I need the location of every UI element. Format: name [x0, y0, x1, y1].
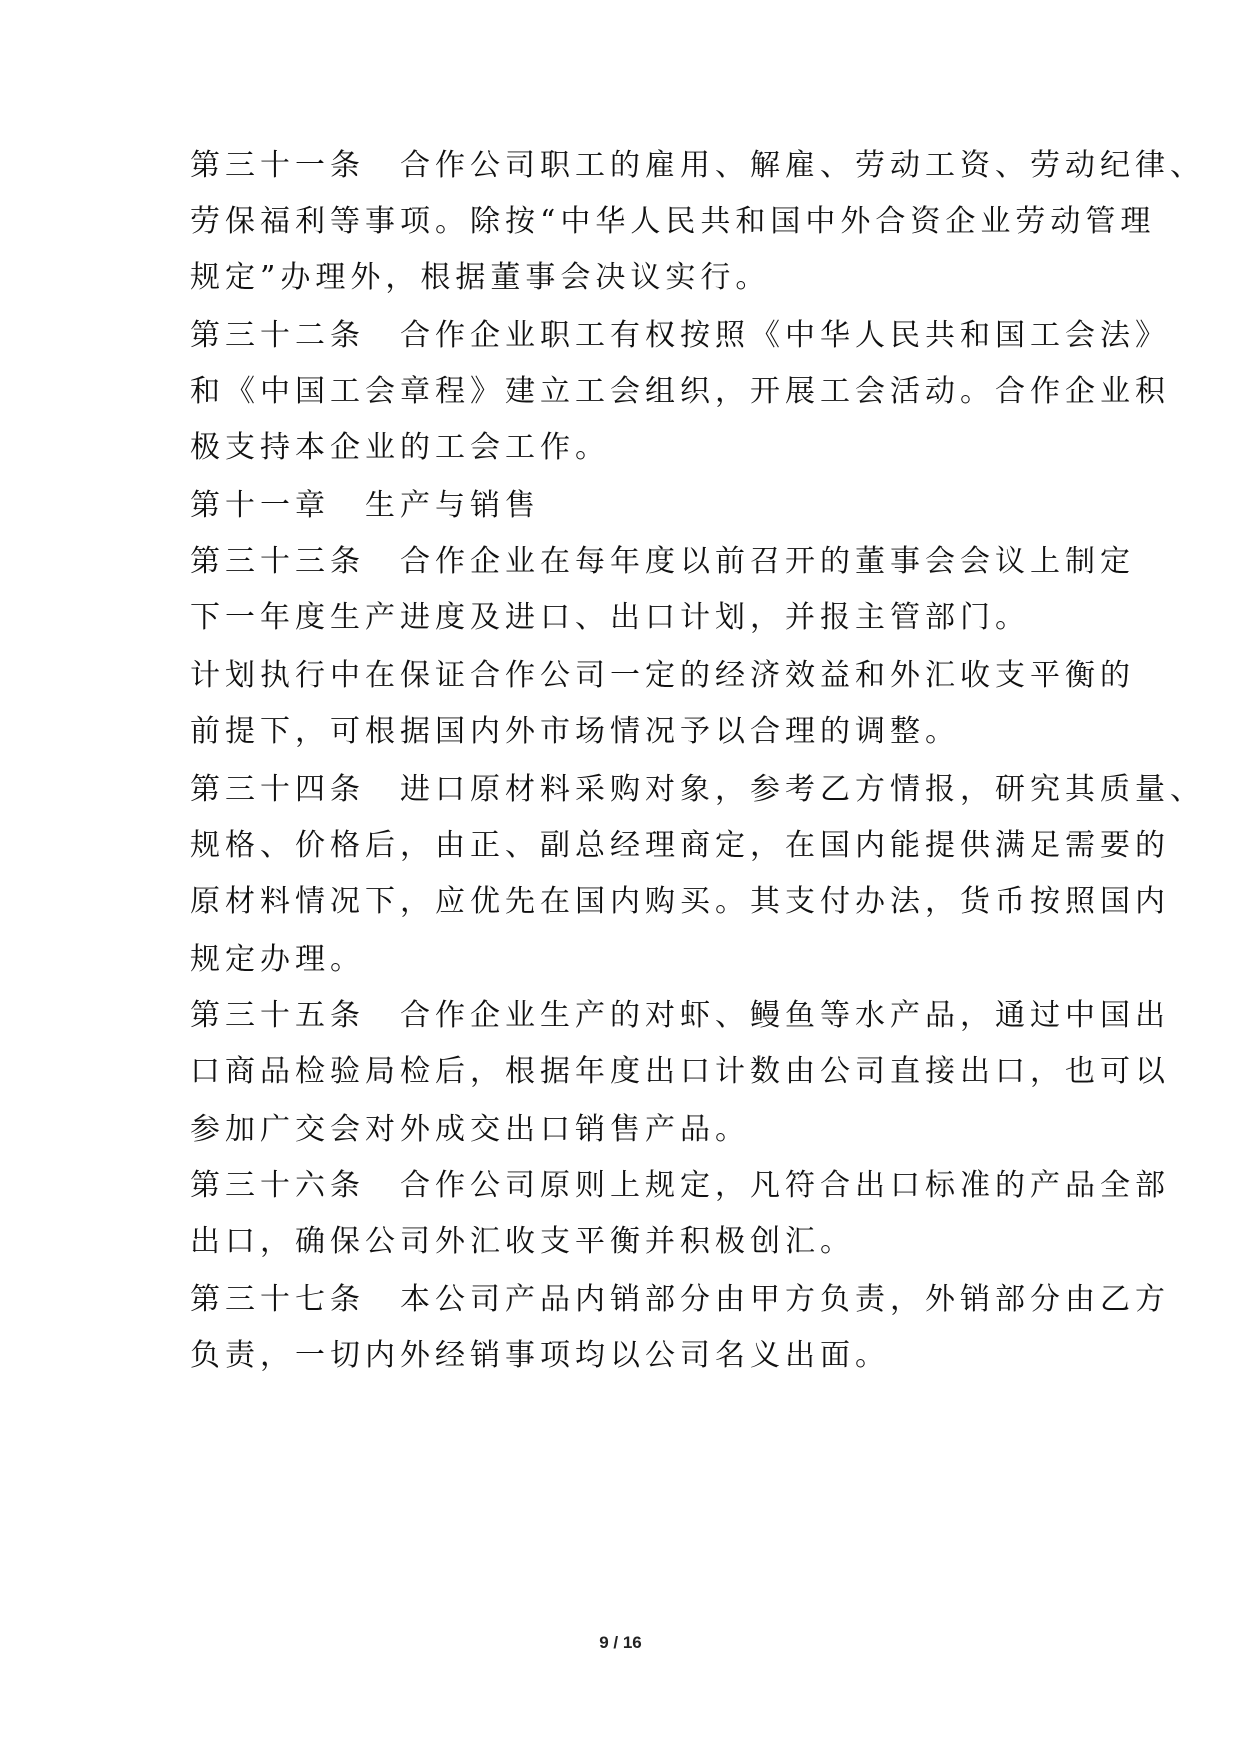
text-line: 第三十二条 合作企业职工有权按照《中华人民共和国工会法》: [190, 318, 1170, 353]
text-line: 规定办理。: [190, 942, 365, 977]
text-line: 出口，确保公司外汇收支平衡并积极创汇。: [190, 1224, 855, 1259]
text-line: 计划执行中在保证合作公司一定的经济效益和外汇收支平衡的: [190, 658, 1135, 693]
text-line: 规格、价格后，由正、副总经理商定，在国内能提供满足需要的: [190, 828, 1170, 863]
text-line: 规定”办理外，根据董事会决议实行。: [190, 260, 771, 295]
text-line: 前提下，可根据国内外市场情况予以合理的调整。: [190, 714, 960, 749]
text-line: 第三十四条 进口原材料采购对象，参考乙方情报，研究其质量、: [190, 772, 1205, 807]
text-line: 下一年度生产进度及进口、出口计划，并报主管部门。: [190, 600, 1030, 635]
text-line: 口商品检验局检后，根据年度出口计数由公司直接出口，也可以: [190, 1054, 1170, 1089]
text-line: 参加广交会对外成交出口销售产品。: [190, 1112, 750, 1147]
text-line: 原材料情况下，应优先在国内购买。其支付办法，货币按照国内: [190, 884, 1170, 919]
text-line: 极支持本企业的工会工作。: [190, 430, 610, 465]
text-line: 第三十三条 合作企业在每年度以前召开的董事会会议上制定: [190, 544, 1135, 579]
chapter-heading: 第十一章 生产与销售: [190, 488, 540, 523]
text-line: 劳保福利等事项。除按“中华人民共和国中外合资企业劳动管理: [190, 204, 1156, 239]
text-line: 和《中国工会章程》建立工会组织，开展工会活动。合作企业积: [190, 374, 1170, 409]
text-line: 第三十五条 合作企业生产的对虾、鳗鱼等水产品，通过中国出: [190, 998, 1170, 1033]
text-line: 第三十一条 合作公司职工的雇用、解雇、劳动工资、劳动纪律、: [190, 148, 1205, 183]
text-line: 负责，一切内外经销事项均以公司名义出面。: [190, 1338, 890, 1373]
page-number: 9 / 16: [599, 1633, 642, 1652]
text-line: 第三十六条 合作公司原则上规定，凡符合出口标准的产品全部: [190, 1168, 1170, 1203]
text-line: 第三十七条 本公司产品内销部分由甲方负责，外销部分由乙方: [190, 1282, 1170, 1317]
